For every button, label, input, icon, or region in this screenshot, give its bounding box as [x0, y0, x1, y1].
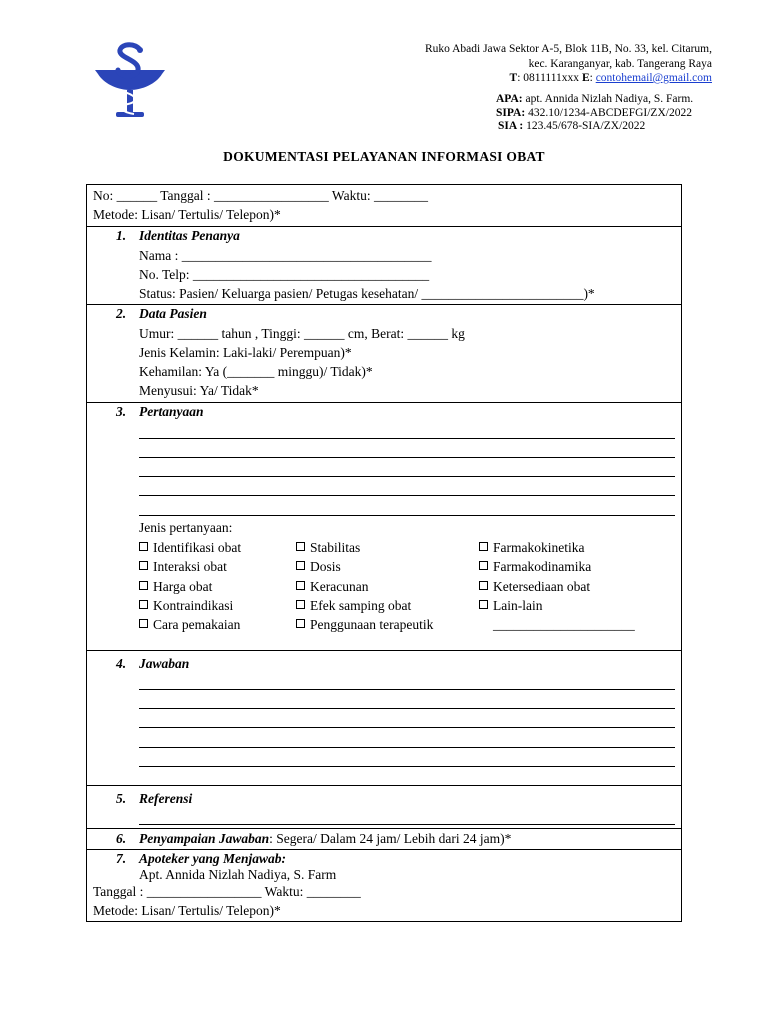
divider: [87, 828, 681, 829]
penyampaian-jawaban-field[interactable]: [139, 831, 511, 847]
checkbox-icon: [296, 561, 305, 570]
checkbox-icon: [139, 619, 148, 628]
section-heading-data-pasien: Data Pasien: [139, 306, 207, 321]
section-number: 6.: [116, 831, 127, 846]
telp-field[interactable]: No. Telp: ___________________________________: [139, 267, 430, 282]
checkbox-icon: [296, 600, 305, 609]
section-number: 1.: [116, 228, 127, 243]
checkbox-dosis[interactable]: [296, 559, 341, 575]
checkbox-cara-pemakaian[interactable]: [139, 617, 240, 633]
contact-line: [425, 71, 712, 86]
option-label: Dosis: [310, 559, 341, 574]
kehamilan-field[interactable]: Kehamilan: Ya (_______ minggu)/ Tidak)*: [139, 364, 373, 379]
checkbox-interaksi-obat[interactable]: [139, 559, 227, 575]
checkbox-kontraindikasi[interactable]: [139, 598, 233, 614]
address-line: Ruko Abadi Jawa Sektor A-5, Blok 11B, No. 33, kel. Citarum,: [424, 43, 712, 55]
checkbox-keracunan[interactable]: [296, 579, 368, 595]
answer-line[interactable]: [139, 515, 675, 516]
answer-line[interactable]: [139, 495, 675, 496]
section-number: 3.: [116, 404, 127, 419]
option-label: Cara pemakaian: [153, 617, 241, 632]
option-label: Lain-lain: [493, 598, 543, 613]
option-label: Kontraindikasi: [153, 598, 234, 613]
checkbox-farmakodinamika[interactable]: [479, 559, 591, 575]
checkbox-icon: [479, 581, 488, 590]
apa-line: [496, 93, 693, 107]
checkbox-efek-samping-obat[interactable]: [296, 598, 411, 614]
divider: [87, 304, 681, 305]
answer-line[interactable]: [139, 438, 675, 439]
no-date-time-line[interactable]: No: ______ Tanggal : _________________ Waktu: ________: [93, 188, 428, 203]
sipa-line: [496, 107, 693, 121]
checkbox-stabilitas[interactable]: [296, 540, 360, 556]
checkbox-penggunaan-terapeutik[interactable]: [296, 617, 433, 633]
answer-line[interactable]: [139, 747, 675, 748]
option-label: Ketersediaan obat: [493, 579, 591, 594]
option-label: Penggunaan terapeutik: [310, 617, 434, 632]
sia-label: SIA :: [498, 120, 524, 132]
section-heading-identitas: Identitas Penanya: [139, 228, 240, 243]
option-label: Farmakodinamika: [493, 559, 592, 574]
checkbox-icon: [296, 542, 305, 551]
sipa-label: SIPA:: [496, 106, 526, 119]
document-title: DOKUMENTASI PELAYANAN INFORMASI OBAT: [223, 149, 545, 164]
checkbox-lain-lain[interactable]: [479, 598, 542, 614]
option-label: Stabilitas: [310, 540, 361, 555]
section-heading-pertanyaan: Pertanyaan: [139, 404, 204, 419]
checkbox-harga-obat[interactable]: [139, 579, 212, 595]
checkbox-icon: [296, 581, 305, 590]
lain-lain-input[interactable]: _____________________: [493, 617, 635, 632]
nama-field[interactable]: Nama : _____________________________________: [139, 248, 432, 263]
divider: [87, 402, 681, 403]
checkbox-ketersediaan-obat[interactable]: [479, 579, 590, 595]
jenis-pertanyaan-label: Jenis pertanyaan:: [139, 520, 233, 535]
menyusui-field[interactable]: Menyusui: Ya/ Tidak*: [139, 383, 259, 398]
sipa-value: 432.10/1234-ABCDEFGI/ZX/2022: [525, 106, 692, 119]
method-line[interactable]: Metode: Lisan/ Tertulis/ Telepon)*: [93, 207, 281, 222]
section-heading-penyampaian: Penyampaian Jawaban: [139, 831, 270, 846]
answer-line[interactable]: [139, 766, 675, 767]
answer-line[interactable]: [139, 476, 675, 477]
form-box: [86, 184, 682, 922]
checkbox-identifikasi-obat[interactable]: [139, 540, 241, 556]
divider: [87, 785, 681, 786]
answer-line[interactable]: [139, 689, 675, 690]
pharmacy-address: [425, 42, 712, 86]
sia-line: [496, 120, 693, 134]
checkbox-icon: [139, 581, 148, 590]
section-number: 7.: [116, 851, 127, 866]
option-label: Efek samping obat: [310, 598, 412, 613]
checkbox-icon: [139, 600, 148, 609]
section-number: 4.: [116, 656, 127, 671]
email-link[interactable]: contohemail@gmail.com: [595, 72, 712, 84]
apa-value: apt. Annida Nizlah Nadiya, S. Farm.: [522, 93, 694, 105]
umur-field[interactable]: Umur: ______ tahun , Tinggi: ______ cm, Berat: ______ kg: [139, 326, 465, 341]
section-heading-referensi: Referensi: [139, 791, 193, 806]
checkbox-icon: [139, 561, 148, 570]
checkbox-icon: [479, 561, 488, 570]
checkbox-icon: [479, 600, 488, 609]
penyampaian-options: : Segera/ Dalam 24 jam/ Lebih dari 24 jam)*: [269, 831, 512, 846]
section-number: 2.: [116, 306, 127, 321]
divider: [87, 650, 681, 651]
option-label: Identifikasi obat: [153, 540, 242, 555]
divider: [87, 226, 681, 227]
apoteker-method-line[interactable]: Metode: Lisan/ Tertulis/ Telepon)*: [93, 903, 281, 918]
option-label: Interaksi obat: [153, 559, 227, 574]
checkbox-icon: [479, 542, 488, 551]
apoteker-name: Apt. Annida Nizlah Nadiya, S. Farm: [139, 867, 337, 882]
apoteker-date-time-line[interactable]: Tanggal : _________________ Waktu: ________: [93, 884, 361, 899]
apa-label: APA:: [496, 93, 523, 105]
sia-value: 123.45/678-SIA/ZX/2022: [523, 120, 646, 132]
answer-line[interactable]: [139, 457, 675, 458]
section-heading-apoteker: Apoteker yang Menjawab:: [139, 851, 286, 866]
pharmacy-logo-icon: [90, 40, 170, 122]
option-label: Keracunan: [310, 579, 369, 594]
answer-line[interactable]: [139, 708, 675, 709]
answer-line[interactable]: [139, 824, 675, 825]
email-label: E: [581, 72, 590, 84]
option-label: Farmakokinetika: [493, 540, 585, 555]
divider: [87, 849, 681, 850]
jenis-kelamin-field[interactable]: Jenis Kelamin: Laki-laki/ Perempuan)*: [139, 345, 352, 360]
answer-line[interactable]: [139, 727, 675, 728]
checkbox-icon: [296, 619, 305, 628]
phone-value: : 0811111xxx: [517, 72, 580, 84]
status-field[interactable]: Status: Pasien/ Keluarga pasien/ Petugas kesehatan/ ________________________)*: [139, 286, 595, 301]
option-label: Harga obat: [153, 579, 213, 594]
checkbox-farmakokinetika[interactable]: [479, 540, 584, 556]
section-number: 5.: [116, 791, 127, 806]
checkbox-icon: [139, 542, 148, 551]
license-info: [496, 93, 693, 134]
address-line: kec. Karanganyar, kab. Tangerang Raya: [528, 57, 712, 70]
phone-label: T: [509, 72, 518, 84]
email-separator: :: [589, 72, 596, 84]
section-heading-jawaban: Jawaban: [139, 656, 190, 671]
